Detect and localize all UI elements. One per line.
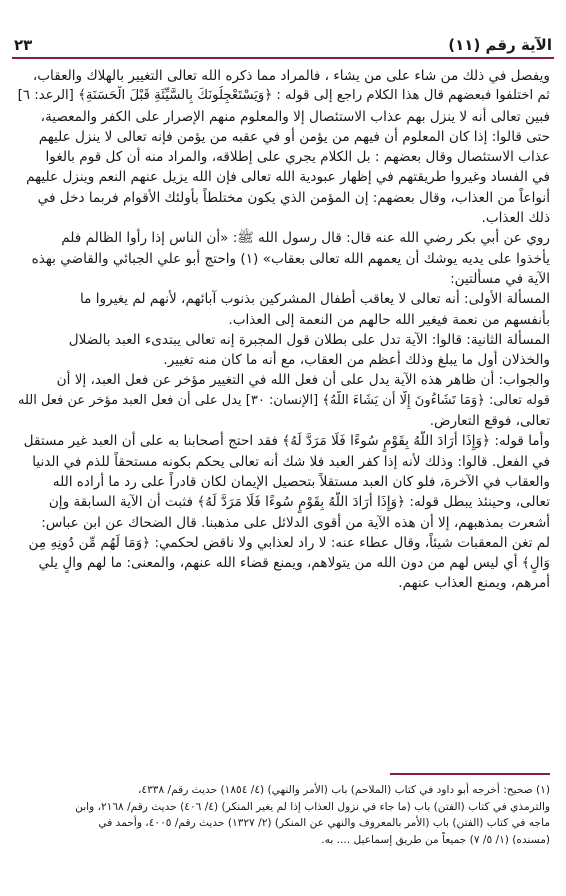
body-line: تعالى، وحينئذ يبطل قوله: ﴿وَإِذَا أَرَادَ اللَّهُ بِقَوْمٍ سُوءًا فَلَا مَرَدَّ لَهُ﴾ فثبت أن الآية السابقة وإن <box>48 494 550 511</box>
body-line: لم تغن المعقبات شيئاً، وقال عطاء عنه: لا راد لعذابي ولا ناقض لحكمي: ﴿وَمَا لَهُم مِّن دُونِهِ مِن <box>28 534 550 551</box>
body-line: ويفصل في ذلك من شاء على من يشاء ، فالمراد مما ذكره الله تعالى التغيير بالهلاك والعقاب، <box>32 68 550 84</box>
body-line: أشعرت بمذهبهم، إلا أن هذه الآية من أقوى الدلائل على مذهبنا. قال الضحاك عن ابن عباس: <box>41 514 550 531</box>
body-line: في الفعل. قالوا: وذلك لأنه إذا كفر العبد فلا شك أنه تعالى يحكم بكونه مستحقاً للذم في الدنيا <box>32 453 550 470</box>
body-line: ثم اختلفوا فبعضهم قال هذا الكلام راجع إلى قوله : ﴿وَيَسْتَعْجِلُونَكَ بِالسَّيِّئَةِ قَبْلَ الْحَسَنَةِ﴾ [الرعد: ٦] <box>17 88 550 104</box>
body-line: بأنفسهم من نعمة فيغير الله حالهم من النعمة إلى العذاب. <box>228 311 550 328</box>
footnote-line: (١) صحيح: أخرجه أبو داود في كتاب (الملاحم) باب (الأمر والنهي) (٤/ ١٨٥٤) حديث رقم/ ٤٣٣٨، <box>137 784 550 796</box>
body-line: يأخذوا على يديه يوشك أن يعمهم الله تعالى بعقاب» (١) واحتج أبو علي الجبائي والقاضي بهذه <box>31 250 550 267</box>
body-line: أمرهم، ويمنع العذاب عنهم. <box>398 575 550 592</box>
body-line: عذاب الاستئصال وقال بعضهم : بل الكلام يجري على إطلاقه، والمراد منه أن كل قوم بالغوا <box>45 149 550 166</box>
page-header <box>14 30 552 54</box>
body-line: روي عن أبي بكر رضي الله عنه قال: قال رسول الله ﷺ: «أن الناس إذا رأوا الظالم فلم <box>61 230 550 247</box>
footnote-divider <box>390 773 550 775</box>
header-divider <box>12 57 554 59</box>
body-line: المسألة الأولى: أنه تعالى لا يعاقب أطفال المشركين بذنوب آبائهم، لأنهم لم يغيروا ما <box>80 291 550 308</box>
footnote-line: والترمذي في كتاب (الفتن) باب (ما جاء في نزول العذاب إذا لم يغير المنكر) (٤/ ٤٠٦) حديث رقم/ ٢١٦٨، وابن <box>75 800 550 813</box>
body-line: وَالٍ﴾ أي ليس لهم من دون الله من يتولاهم، ويمنع قضاء الله عنهم، والمعنى: ما لهم والٍ يلي <box>38 555 550 572</box>
page-number: ٢٣ <box>14 36 33 54</box>
footnote-line: ماجه في كتاب (الفتن) باب (الأمر بالمعروف والنهي عن المنكر) (٢/ ١٣٢٧) حديث رقم/ ٤٠٠٥، وأحمد في <box>98 817 550 829</box>
body-line: حتى قالوا: إذا كان المعلوم أن فيهم من يؤمن أو في عقبه من يؤمن فإنه تعالى لا ينزل عليهم <box>38 128 550 145</box>
body-line: والجواب: أن ظاهر هذه الآية يدل على أن فعل الله في التغيير مؤخر عن فعل العبد، إلا أن <box>56 372 550 389</box>
body-line: فبين تعالى أنه لا ينزل بهم عذاب الاستئصال إلا والمعلوم منهم الإصرار على الكفر والمعصية، <box>40 108 550 125</box>
body-line: والعقاب في الآخرة، فلو كان العبد مستقلاً بتحصيل الإيمان لكان قادراً على رد ما أراده الله <box>52 473 550 490</box>
page-title: الآية رقم (١١) <box>448 36 552 54</box>
body-line: وأما قوله: ﴿وَإِذَا أَرَادَ اللَّهُ بِقَوْمٍ سُوءًا فَلَا مَرَدَّ لَهُ﴾ فقد احتج أصحابنا به على أن العبد غير مستقل <box>23 433 550 450</box>
body-line: المسألة الثانية: قالوا: الآية تدل على بطلان قول المجبرة إنه تعالى يبتدىء العبد بالضلال <box>68 331 550 348</box>
body-line: تعالى، فوقع التعارض. <box>429 413 550 430</box>
body-line: قوله تعالى: ﴿وَمَا تَشَاءُونَ إِلَّا أَن يَشَاءَ اللَّهُ﴾ [الإنسان: ٣٠] يدل على أن فعل العبد مؤخر عن فعل الله <box>18 392 550 408</box>
body-line: في الفساد وغيروا طريقتهم في إظهار عبودية الله تعالى فإن الله يزيل عنهم النعم وينزل عليهم <box>26 169 550 186</box>
body-line: والخذلان أول ما يبلغ وذلك أعظم من العقاب، مع أنه ما كان منه تغيير. <box>163 352 550 369</box>
footnote-line: (مسنده) (١/ ٥/ ٧) جميعاً من طريق إسماعيل .... به. <box>321 833 550 846</box>
footnotes <box>16 782 550 848</box>
body-line: أنواعاً من العذاب، وقال بعضهم: إن المؤمن الذي يكون مختلطاً بأولئك الأقوام فربما دخل في <box>37 189 550 206</box>
body-text <box>16 66 550 766</box>
body-line: ذلك العذاب. <box>481 210 550 227</box>
body-line: الآية في مسألتين: <box>450 270 550 287</box>
